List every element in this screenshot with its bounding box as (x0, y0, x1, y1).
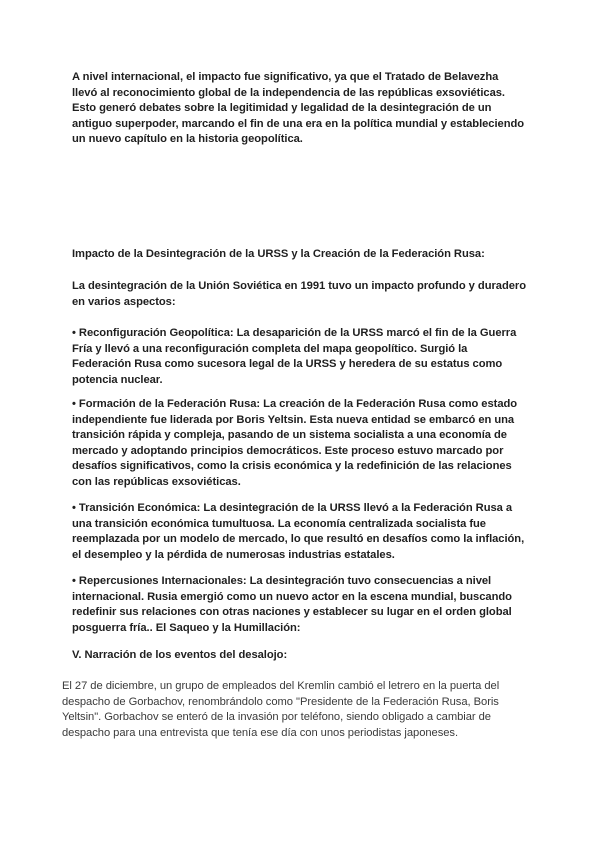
bullet-geopolitical: • Reconfiguración Geopolítica: La desaparición de la URSS marcó el fin de la Guerra Fría y llevó a una reconfiguración completa del mapa geopolítico. Surgió la Federación Rusa como sucesora legal de la URSS y heredera de su estatus como potencia nuclear. (72, 327, 517, 386)
intro-paragraph: A nivel internacional, el impacto fue significativo, ya que el Tratado de Belavezha llevó al reconocimiento global de la independencia de las repúblicas exsoviéticas. Esto generó debates sobre la legitimidad y legalidad de la desintegración de un antiguo superpoder, marcando el fin de una era en la política mundial y estableciendo un nuevo capítulo en la historia geopolítica. (72, 71, 525, 146)
bullet-economic: • Transición Económica: La desintegración de la URSS llevó a la Federación Rusa a una transición económica tumultuosa. La economía centralizada socialista fue reemplazada por un modelo de mercado, lo que resultó en desafíos como la inflación, el desempleo y la pérdida de numerosas industrias estatales. (72, 502, 525, 561)
lead-paragraph: La desintegración de la Unión Soviética en 1991 tuvo un impacto profundo y duradero en varios aspectos: (72, 280, 526, 308)
bullet-international: • Repercusiones Internacionales: La desintegración tuvo consecuencias a nivel internacional. Rusia emergió como un nuevo actor en la escena mundial, buscando redefinir sus relaciones con otras naciones y establecer su lugar en el orden global posguerra fría.. El Saqueo y la Humillación: (72, 575, 512, 634)
narration-paragraph: El 27 de diciembre, un grupo de empleados del Kremlin cambió el letrero en la puerta del despacho de Gorbachov, renombrándolo como "Presidente de la Federación Rusa, Boris Yeltsin". Gorbachov se enteró de la invasión por teléfono, siendo obligado a cambiar de despacho para una entrevista que tenía ese día con unos periodistas japoneses. (62, 680, 500, 739)
section-v-heading: V. Narración de los eventos del desalojo: (72, 649, 288, 661)
section-heading: Impacto de la Desintegración de la URSS y la Creación de la Federación Rusa: (72, 248, 485, 260)
bullet-federation: • Formación de la Federación Rusa: La creación de la Federación Rusa como estado independiente fue liderada por Boris Yeltsin. Esta nueva entidad se embarcó en una transición rápida y compleja, pasando de un sistema socialista a una economía de mercado y adoptando principios democráticos. Este proceso estuvo marcado por desafíos significativos, como la crisis económica y la redefinición de las relaciones con las repúblicas exsoviéticas. (72, 398, 518, 488)
